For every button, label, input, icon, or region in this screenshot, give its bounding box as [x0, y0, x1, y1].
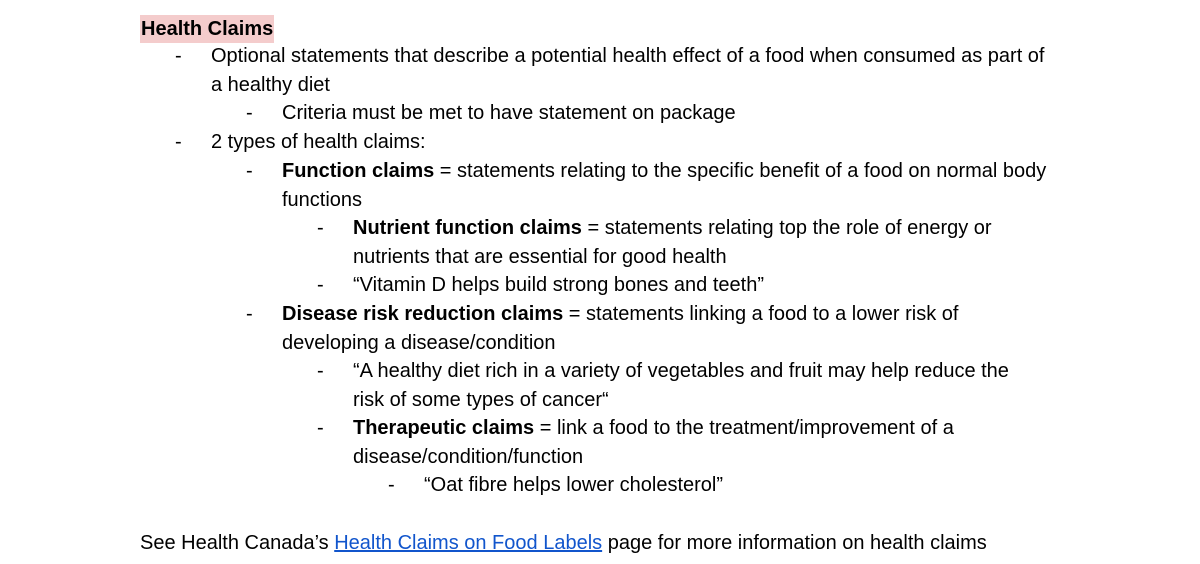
bullet-dash: - [175, 45, 182, 67]
list-item [353, 414, 1013, 471]
term-bold: Therapeutic claims [353, 417, 535, 439]
term-bold: Disease risk reduction claims [282, 303, 564, 325]
list-item-text: 2 types of health claims: [211, 131, 426, 153]
bullet-dash: - [317, 274, 324, 296]
bullet-dash: - [317, 217, 324, 239]
list-item-text: “Oat fibre helps lower cholesterol” [424, 474, 724, 496]
list-item [353, 357, 1043, 414]
list-item [282, 300, 1027, 357]
list-item [282, 99, 1082, 128]
bullet-dash: - [246, 303, 253, 325]
footer-text-after: page for more information on health claims [602, 532, 987, 554]
bullet-dash: - [388, 474, 395, 496]
list-item-text: “A healthy diet rich in a variety of vegetables and fruit may help reduce the risk of some types of cancer“ [353, 360, 1009, 411]
footer-text-before: See Health Canada’s [140, 532, 335, 554]
list-item [211, 42, 1061, 99]
section-heading: Health Claims [140, 15, 274, 43]
term-bold: Function claims [282, 160, 435, 182]
bullet-dash: - [246, 102, 253, 124]
bullet-dash: - [317, 360, 324, 382]
bullet-dash: - [175, 131, 182, 153]
list-item [424, 471, 1124, 500]
list-item-text: Optional statements that describe a potential health effect of a food when consumed as part of a healthy diet [211, 45, 1045, 96]
bullet-dash: - [246, 160, 253, 182]
list-item [353, 271, 1053, 300]
list-item-text: = statements linking a food to a lower risk of developing a disease/condition [282, 303, 959, 354]
list-item-text: = link a food to the treatment/improvement of a disease/condition/function [353, 417, 954, 468]
list-item [353, 214, 1053, 271]
list-item [282, 157, 1067, 214]
list-item [211, 128, 1061, 157]
bullet-dash: - [317, 417, 324, 439]
list-item-text: Criteria must be met to have statement on package [282, 102, 736, 124]
list-item-text: “Vitamin D helps build strong bones and teeth” [353, 274, 764, 296]
health-claims-link[interactable]: Health Claims on Food Labels [334, 532, 603, 554]
list-item-text: = statements relating to the specific benefit of a food on normal body functions [282, 160, 1047, 211]
term-bold: Nutrient function claims [353, 217, 582, 239]
list-item-text: = statements relating top the role of energy or nutrients that are essential for good health [353, 217, 992, 268]
footer-note [140, 529, 987, 557]
